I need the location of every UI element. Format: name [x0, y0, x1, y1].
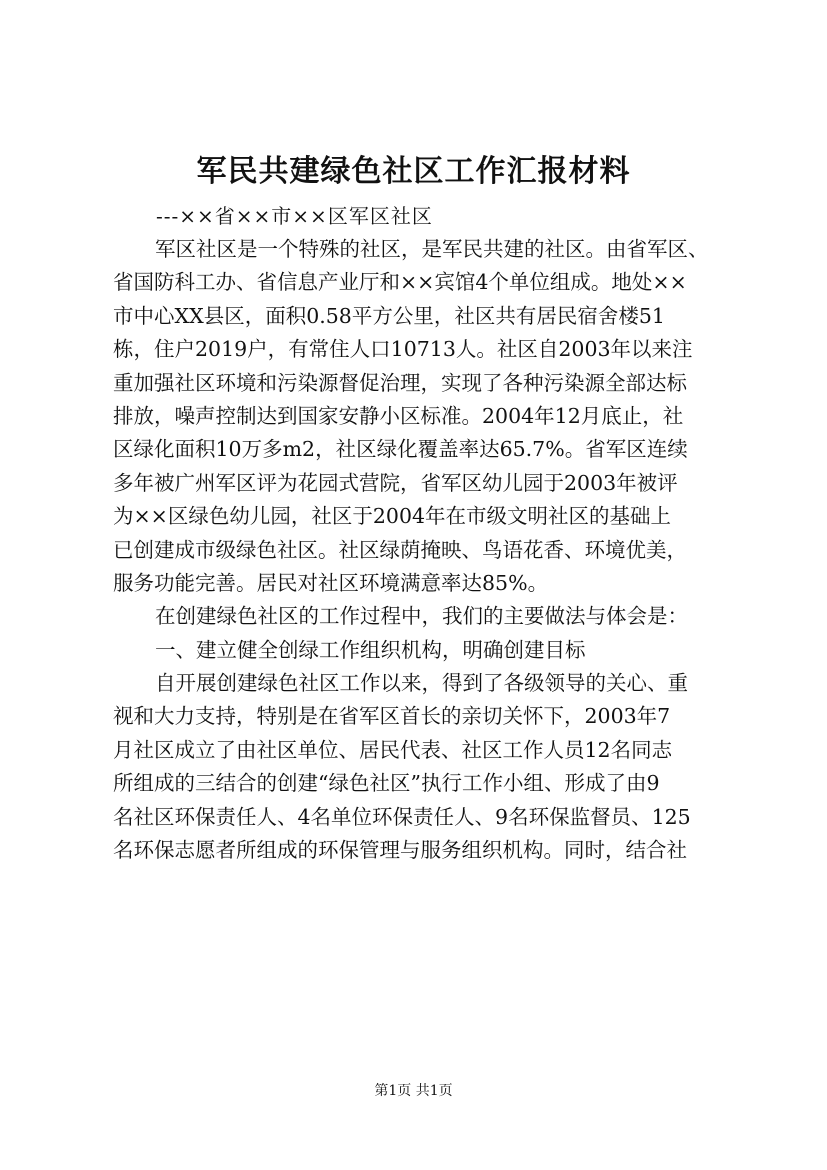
page-footer: 第1页 共1页 — [374, 1083, 453, 1099]
paragraph-line: 名社区环保责任人、4名单位环保责任人、9名环保监督员、125 — [113, 804, 691, 829]
paragraph-line: 重加强社区环境和污染源督促治理，实现了各种污染源全部达标 — [113, 370, 687, 395]
paragraph-line: 名环保志愿者所组成的环保管理与服务组织机构。同时，结合社 — [113, 838, 687, 863]
paragraph-line: 市中心XX县区，面积0.58平方公里，社区共有居民宿舍楼51 — [113, 303, 665, 328]
paragraph-line: 为××区绿色幼儿园，社区于2004年在市级文明社区的基础上 — [113, 504, 672, 529]
document-body — [113, 233, 738, 867]
paragraph-line: 月社区成立了由社区单位、居民代表、社区工作人员12名同志 — [113, 737, 673, 762]
section-heading: 一、建立健全创绿工作组织机构，明确创建目标 — [155, 637, 586, 662]
paragraph-line: 区绿化面积10万多m2，社区绿化覆盖率达65.7%。省军区连续 — [113, 437, 688, 462]
paragraph-line: 多年被广州军区评为花园式营院，省军区幼儿园于2003年被评 — [113, 470, 678, 495]
paragraph-line: 排放，噪声控制达到国家安静小区标准。2004年12月底止，社 — [113, 403, 684, 428]
paragraph-line: 在创建绿色社区的工作过程中，我们的主要做法与体会是： — [155, 604, 688, 629]
paragraph-line: 军区社区是一个特殊的社区，是军民共建的社区。由省军区、 — [155, 237, 709, 261]
paragraph-line: 视和大力支持，特别是在省军区首长的亲切关怀下，2003年7 — [113, 704, 671, 729]
document-subtitle: ---××省××市××区军区社区 — [156, 204, 433, 228]
paragraph-line: 自开展创建绿色社区工作以来，得到了各级领导的关心、重 — [155, 671, 688, 696]
paragraph-line: 栋，住户2019户，有常住人口10713人。社区自2003年以来注 — [113, 337, 693, 362]
paragraph-line: 省国防科工办、省信息产业厅和××宾馆4个单位组成。地处×× — [113, 270, 687, 295]
paragraph-line: 服务功能完善。居民对社区环境满意率达85%。 — [113, 570, 549, 595]
paragraph-line: 所组成的三结合的创建“绿色社区”执行工作小组、形成了由9 — [113, 771, 660, 796]
paragraph-line: 已创建成市级绿色社区。社区绿荫掩映、鸟语花香、环境优美， — [113, 537, 687, 562]
document-title: 军民共建绿色社区工作汇报材料 — [196, 154, 631, 189]
